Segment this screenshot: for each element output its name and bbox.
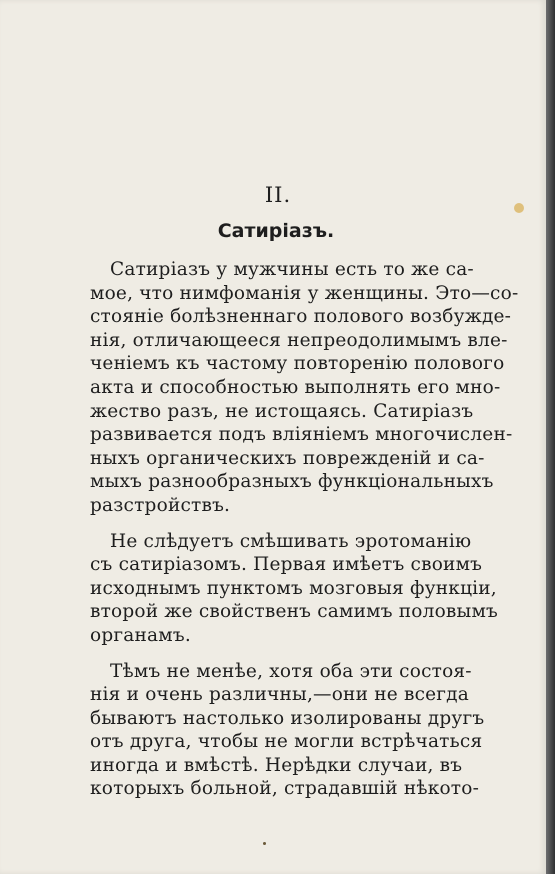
text-line: развивается подъ вліяніемъ многочислен- [90, 424, 513, 446]
text-line: органамъ. [90, 624, 191, 646]
text-line: бываютъ настолько изолированы другъ [90, 707, 485, 729]
page-edge [546, 0, 555, 874]
text-line: съ сатиріазомъ. Первая имѣетъ своимъ [90, 554, 483, 576]
chapter-title: Сатиріазъ. [217, 220, 335, 242]
text-line: мое, что нимфоманія у женщины. Это—со- [90, 282, 519, 304]
text-line: акта и способностью выполнять его мно- [90, 376, 501, 398]
text-line: ченіемъ къ частому повторенію полового [90, 353, 505, 375]
paragraph-3 [90, 660, 485, 802]
ink-dot [263, 842, 266, 845]
text-line: мыхъ разнообразныхъ функціональныхъ [90, 471, 494, 493]
text-line: жество разъ, не истощаясь. Сатиріазъ [90, 400, 474, 422]
paper-stain [514, 203, 524, 213]
page-text [90, 180, 519, 801]
text-line: Сатиріазъ у мужчины есть то же са- [110, 259, 474, 280]
text-line: Тѣмъ не менѣе, хотя оба эти состоя- [110, 660, 472, 682]
text-line: стояніе болѣзненнаго полового возбужде- [90, 306, 512, 328]
text-line: которыхъ больной, страдавшій нѣкото- [90, 778, 480, 800]
text-line: нія, отличающееся непреодолимымъ вле- [90, 329, 508, 351]
text-line: Не слѣдуетъ смѣшивать эротоманію [110, 530, 472, 552]
text-line: второй же свойственъ самимъ половымъ [90, 601, 499, 623]
text-line: нія и очень различны,—они не всегда [90, 684, 469, 706]
text-line: исходнымъ пунктомъ мозговыя функціи, [90, 577, 497, 599]
paragraph-2 [90, 530, 499, 648]
chapter-number: II. [264, 183, 292, 207]
paragraph-1 [90, 258, 519, 518]
text-line: разстройствъ. [90, 494, 231, 516]
text-line: ныхъ органическихъ поврежденій и са- [90, 447, 485, 469]
text-line: иногда и вмѣстѣ. Нерѣдки случаи, въ [90, 754, 463, 776]
text-line: отъ друга, чтобы не могли встрѣчаться [90, 731, 483, 753]
